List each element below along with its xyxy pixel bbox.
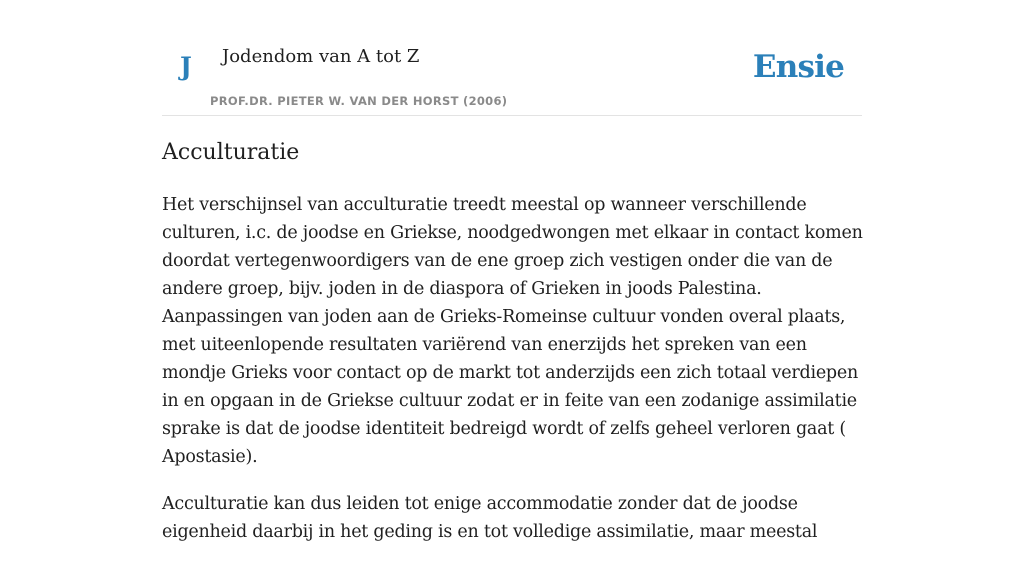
article-body: [162, 191, 866, 565]
article-paragraph: Acculturatie kan dus leiden tot enige accommodatie zonder dat de joodse eigenheid daarbij in het geding is en tot volledige assimilatie, maar meestal: [162, 494, 818, 542]
ensie-logo[interactable]: Ensie: [752, 49, 844, 85]
book-letter-icon[interactable]: J: [180, 52, 192, 81]
book-title-link[interactable]: Jodendom van A tot Z: [222, 46, 420, 67]
article-title: Acculturatie: [162, 140, 300, 165]
book-header: [162, 0, 862, 116]
page-container: [162, 0, 863, 542]
article-paragraph: Het verschijnsel van acculturatie treedt meestal op wanneer verschillende culturen, i.c. de joodse en Griekse, noodgedwongen met elkaar in contact komen doordat vertegenwoordigers van de ene groep zich vestigen onder die van de andere groep, bijv. joden in de diaspora of Grieken in joods Palestina. Aanpassingen van joden aan de Grieks-Romeinse cultuur vonden overal plaats, met uiteenlopende resultaten variërend van enerzijds het spreken van een mondje Grieks voor contact op de markt tot anderzijds een zich totaal verdiepen in en opgaan in de Griekse cultuur zodat er in feite van een zodanige assimilatie sprake is dat de joodse identiteit bedreigd wordt of zelfs geheel verloren gaat ( Apostasie).: [162, 195, 863, 467]
book-author: PROF.DR. PIETER W. VAN DER HORST (2006): [210, 94, 508, 108]
